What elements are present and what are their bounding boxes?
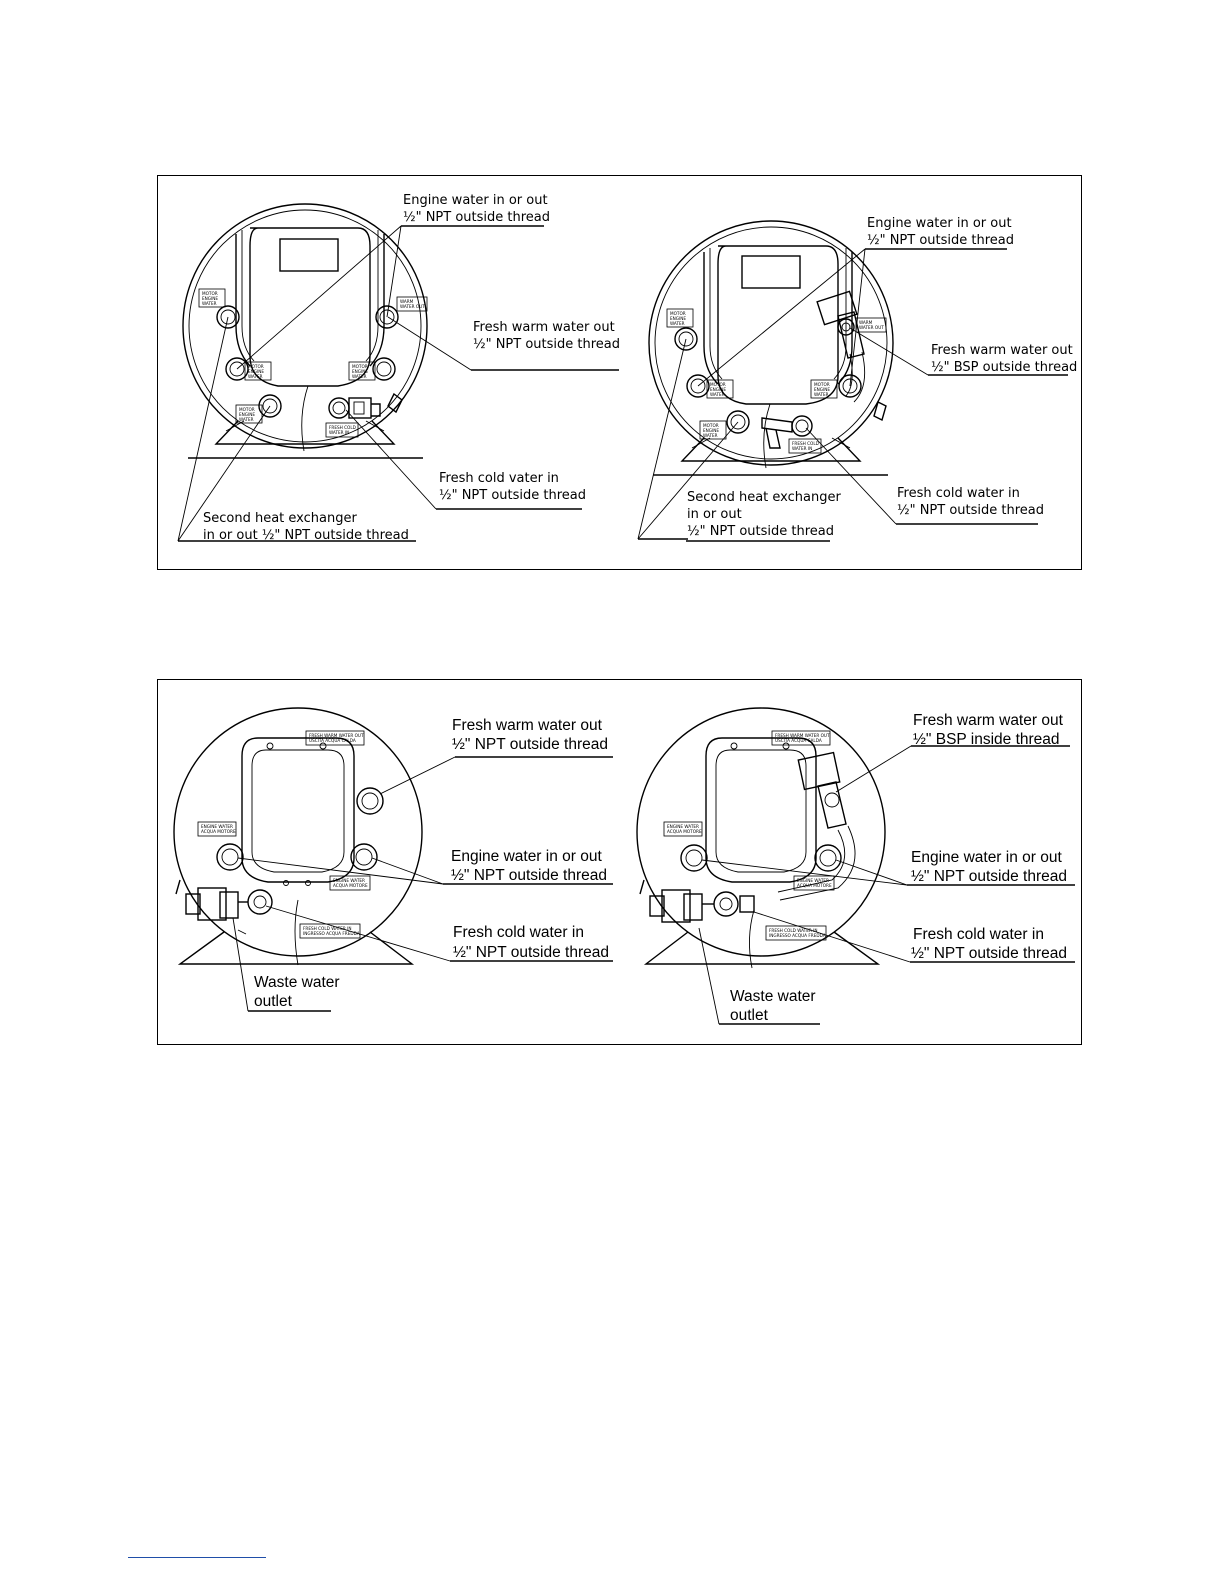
diagram-panel-top bbox=[157, 175, 1082, 570]
svg-text:WATER: WATER bbox=[703, 433, 718, 438]
callout-engine-water-top-right bbox=[867, 216, 1014, 248]
svg-text:½" NPT outside thread: ½" NPT outside thread bbox=[911, 945, 1067, 962]
svg-text:in or out ½" NPT outside threa: in or out ½" NPT outside thread bbox=[203, 528, 409, 543]
svg-text:WATER IN: WATER IN bbox=[792, 446, 813, 451]
svg-text:ENGINE WATER: ENGINE WATER bbox=[333, 878, 365, 883]
heater-bottom-right bbox=[637, 708, 885, 968]
tag-motor-engine-left bbox=[707, 380, 733, 398]
tag-warm-water-out bbox=[397, 297, 427, 311]
heater-top-left bbox=[183, 204, 427, 458]
svg-text:WATER: WATER bbox=[248, 374, 263, 379]
svg-text:½" NPT outside thread: ½" NPT outside thread bbox=[687, 524, 835, 539]
heater-bottom-left bbox=[174, 708, 422, 965]
drain-line bbox=[749, 910, 754, 968]
svg-text:½" BSP inside thread: ½" BSP inside thread bbox=[913, 731, 1060, 748]
svg-text:MOTOR: MOTOR bbox=[352, 364, 368, 369]
svg-text:WATER: WATER bbox=[814, 392, 829, 397]
svg-text:Waste water: Waste water bbox=[254, 974, 340, 991]
svg-text:Fresh warm water out: Fresh warm water out bbox=[913, 712, 1063, 729]
svg-text:MOTOR: MOTOR bbox=[710, 382, 726, 387]
tag-engine-left bbox=[198, 822, 236, 836]
diagram-bottom-svg bbox=[158, 680, 1083, 1046]
footer-rule bbox=[128, 1557, 266, 1558]
svg-text:WARM: WARM bbox=[859, 320, 873, 325]
svg-text:Engine water in or out: Engine water in or out bbox=[867, 216, 1012, 231]
callout-fresh-warm-top-right bbox=[931, 343, 1077, 375]
svg-text:ENGINE WATER: ENGINE WATER bbox=[797, 878, 829, 883]
tag-motor-engine-upper bbox=[199, 289, 225, 307]
callout-engine-water-bottom-right bbox=[911, 849, 1067, 885]
svg-text:MOTOR: MOTOR bbox=[814, 382, 830, 387]
svg-text:Fresh warm water out: Fresh warm water out bbox=[931, 343, 1073, 358]
svg-text:½" BSP outside thread: ½" BSP outside thread bbox=[931, 360, 1078, 375]
svg-text:WARM: WARM bbox=[400, 299, 414, 304]
svg-text:INGRESSO ACQUA FREDDA: INGRESSO ACQUA FREDDA bbox=[303, 931, 360, 936]
svg-text:½" NPT outside thread: ½" NPT outside thread bbox=[897, 503, 1045, 518]
tag-fresh-cold-in bbox=[789, 439, 821, 453]
tag-motor-engine-bottom bbox=[236, 405, 262, 423]
callout-fresh-cold-bottom-left bbox=[453, 924, 609, 961]
svg-text:Second heat exchanger: Second heat exchanger bbox=[203, 511, 357, 526]
svg-text:WATER OUT: WATER OUT bbox=[400, 304, 425, 309]
tag-motor-engine-upper bbox=[667, 309, 693, 327]
callout-second-hx-top-left bbox=[203, 511, 409, 543]
svg-text:ENGINE: ENGINE bbox=[703, 428, 720, 433]
svg-text:Waste water: Waste water bbox=[730, 988, 816, 1005]
svg-text:WATER IN: WATER IN bbox=[329, 430, 350, 435]
callout-fresh-warm-bottom-right bbox=[913, 712, 1064, 748]
tag-engine-right bbox=[794, 876, 834, 890]
tag-engine-left bbox=[664, 822, 702, 836]
svg-text:ENGINE WATER: ENGINE WATER bbox=[201, 824, 233, 829]
label-window bbox=[280, 239, 338, 271]
port-engine-right bbox=[351, 844, 377, 870]
svg-text:ACQUA MOTORE: ACQUA MOTORE bbox=[797, 883, 832, 888]
tag-fresh-cold-in bbox=[326, 423, 358, 437]
svg-text:USCITA ACQUA CALDA: USCITA ACQUA CALDA bbox=[309, 738, 356, 743]
svg-text:Fresh cold water in: Fresh cold water in bbox=[897, 486, 1020, 501]
svg-text:INGRESSO ACQUA FREDDA: INGRESSO ACQUA FREDDA bbox=[769, 933, 826, 938]
tank-shell bbox=[649, 221, 893, 465]
tag-motor-engine-right bbox=[811, 380, 837, 398]
tag-warm-out bbox=[772, 731, 830, 745]
callout-second-hx-top-right bbox=[687, 490, 841, 539]
tank-shell bbox=[183, 204, 427, 448]
tag-warm-out bbox=[306, 731, 364, 745]
svg-text:Fresh cold water in: Fresh cold water in bbox=[453, 924, 584, 941]
svg-text:outlet: outlet bbox=[730, 1007, 768, 1024]
svg-text:½" NPT outside thread: ½" NPT outside thread bbox=[403, 210, 551, 225]
svg-text:MOTOR: MOTOR bbox=[670, 311, 686, 316]
svg-text:WATER: WATER bbox=[239, 417, 254, 422]
svg-text:½" NPT outside thread: ½" NPT outside thread bbox=[911, 868, 1067, 885]
svg-text:ACQUA MOTORE: ACQUA MOTORE bbox=[667, 829, 702, 834]
svg-text:MOTOR: MOTOR bbox=[248, 364, 264, 369]
svg-text:ENGINE: ENGINE bbox=[670, 316, 687, 321]
port-motor-engine-right bbox=[373, 358, 395, 380]
leaders-bottom-right bbox=[699, 746, 1075, 1024]
port-fresh-cold-in bbox=[329, 394, 402, 418]
port-engine-right bbox=[815, 845, 841, 871]
svg-text:FRESH WARM WATER OUT: FRESH WARM WATER OUT bbox=[309, 733, 364, 738]
svg-text:WATER: WATER bbox=[710, 392, 725, 397]
tag-motor-engine-left bbox=[245, 362, 271, 380]
svg-text:MOTOR: MOTOR bbox=[202, 291, 218, 296]
tag-motor-engine-bottom bbox=[700, 421, 726, 439]
svg-text:MOTOR: MOTOR bbox=[239, 407, 255, 412]
svg-text:Fresh cold vater in: Fresh cold vater in bbox=[439, 471, 559, 486]
port-fresh-cold-in bbox=[762, 402, 886, 448]
leaders-bottom-left bbox=[233, 757, 613, 1011]
svg-text:½" NPT outside thread: ½" NPT outside thread bbox=[452, 736, 608, 753]
callout-engine-water-top-left bbox=[403, 193, 550, 225]
svg-text:FRESH COLD: FRESH COLD bbox=[792, 441, 819, 446]
fitting-cold-inlet-and-valve bbox=[640, 880, 754, 922]
svg-text:FRESH COLD WATER IN: FRESH COLD WATER IN bbox=[769, 928, 818, 933]
label-window bbox=[742, 256, 800, 288]
callout-fresh-cold-top-left bbox=[439, 471, 586, 503]
svg-text:Second heat exchanger: Second heat exchanger bbox=[687, 490, 841, 505]
callout-fresh-cold-bottom-right bbox=[911, 926, 1067, 962]
tag-engine-right bbox=[330, 876, 370, 890]
svg-text:Fresh cold water in: Fresh cold water in bbox=[913, 926, 1044, 943]
svg-text:Engine water in or out: Engine water in or out bbox=[911, 849, 1062, 866]
svg-text:ENGINE WATER: ENGINE WATER bbox=[667, 824, 699, 829]
tag-cold-in bbox=[766, 926, 826, 940]
callout-engine-water-bottom-left bbox=[451, 848, 607, 884]
diagram-panel-bottom bbox=[157, 679, 1082, 1045]
svg-text:ENGINE: ENGINE bbox=[239, 412, 256, 417]
svg-text:ACQUA MOTORE: ACQUA MOTORE bbox=[333, 883, 368, 888]
svg-text:Fresh warm water out: Fresh warm water out bbox=[452, 717, 602, 734]
svg-text:USCITA ACQUA CALDA: USCITA ACQUA CALDA bbox=[775, 738, 822, 743]
tank-rim bbox=[189, 210, 421, 442]
callout-fresh-warm-top-left bbox=[473, 320, 620, 352]
svg-text:WATER: WATER bbox=[352, 374, 367, 379]
svg-text:WATER OUT: WATER OUT bbox=[859, 325, 884, 330]
tank-cradle bbox=[216, 421, 394, 444]
svg-text:FRESH WARM WATER OUT: FRESH WARM WATER OUT bbox=[775, 733, 830, 738]
tag-warm-water-out bbox=[856, 318, 886, 332]
svg-text:½" NPT outside thread: ½" NPT outside thread bbox=[451, 867, 607, 884]
svg-text:outlet: outlet bbox=[254, 993, 292, 1010]
port-engine-left bbox=[681, 845, 707, 871]
svg-text:FRESH COLD WATER IN: FRESH COLD WATER IN bbox=[303, 926, 352, 931]
callout-fresh-warm-bottom-left bbox=[452, 717, 608, 753]
port-fresh-warm-out bbox=[357, 788, 383, 814]
svg-text:½" NPT outside thread: ½" NPT outside thread bbox=[439, 488, 587, 503]
svg-text:ACQUA MOTORE: ACQUA MOTORE bbox=[201, 829, 236, 834]
svg-text:ENGINE: ENGINE bbox=[248, 369, 265, 374]
svg-text:ENGINE: ENGINE bbox=[202, 296, 219, 301]
svg-text:½" NPT outside thread: ½" NPT outside thread bbox=[867, 233, 1015, 248]
svg-text:Engine water in or out: Engine water in or out bbox=[451, 848, 602, 865]
svg-text:MOTOR: MOTOR bbox=[703, 423, 719, 428]
svg-text:WATER: WATER bbox=[670, 321, 685, 326]
svg-text:ENGINE: ENGINE bbox=[352, 369, 369, 374]
callout-waste-bottom-right bbox=[730, 988, 816, 1024]
svg-text:in or out: in or out bbox=[687, 507, 742, 522]
fitting-cold-inlet-and-valve bbox=[176, 880, 272, 934]
svg-text:WATER: WATER bbox=[202, 301, 217, 306]
svg-text:FRESH COLD: FRESH COLD bbox=[329, 425, 356, 430]
callout-fresh-cold-top-right bbox=[897, 486, 1044, 518]
diagram-top-svg bbox=[158, 176, 1083, 571]
svg-text:½" NPT outside thread: ½" NPT outside thread bbox=[453, 944, 609, 961]
callout-waste-bottom-left bbox=[254, 974, 340, 1010]
heater-top-right bbox=[649, 221, 893, 475]
drain-line bbox=[295, 900, 298, 965]
svg-text:ENGINE: ENGINE bbox=[814, 387, 831, 392]
tank-cradle bbox=[646, 932, 878, 964]
svg-text:½" NPT outside thread: ½" NPT outside thread bbox=[473, 337, 621, 352]
port-engine-left bbox=[217, 844, 243, 870]
svg-text:Engine water in or out: Engine water in or out bbox=[403, 193, 548, 208]
svg-text:ENGINE: ENGINE bbox=[710, 387, 727, 392]
svg-text:Fresh warm water out: Fresh warm water out bbox=[473, 320, 615, 335]
